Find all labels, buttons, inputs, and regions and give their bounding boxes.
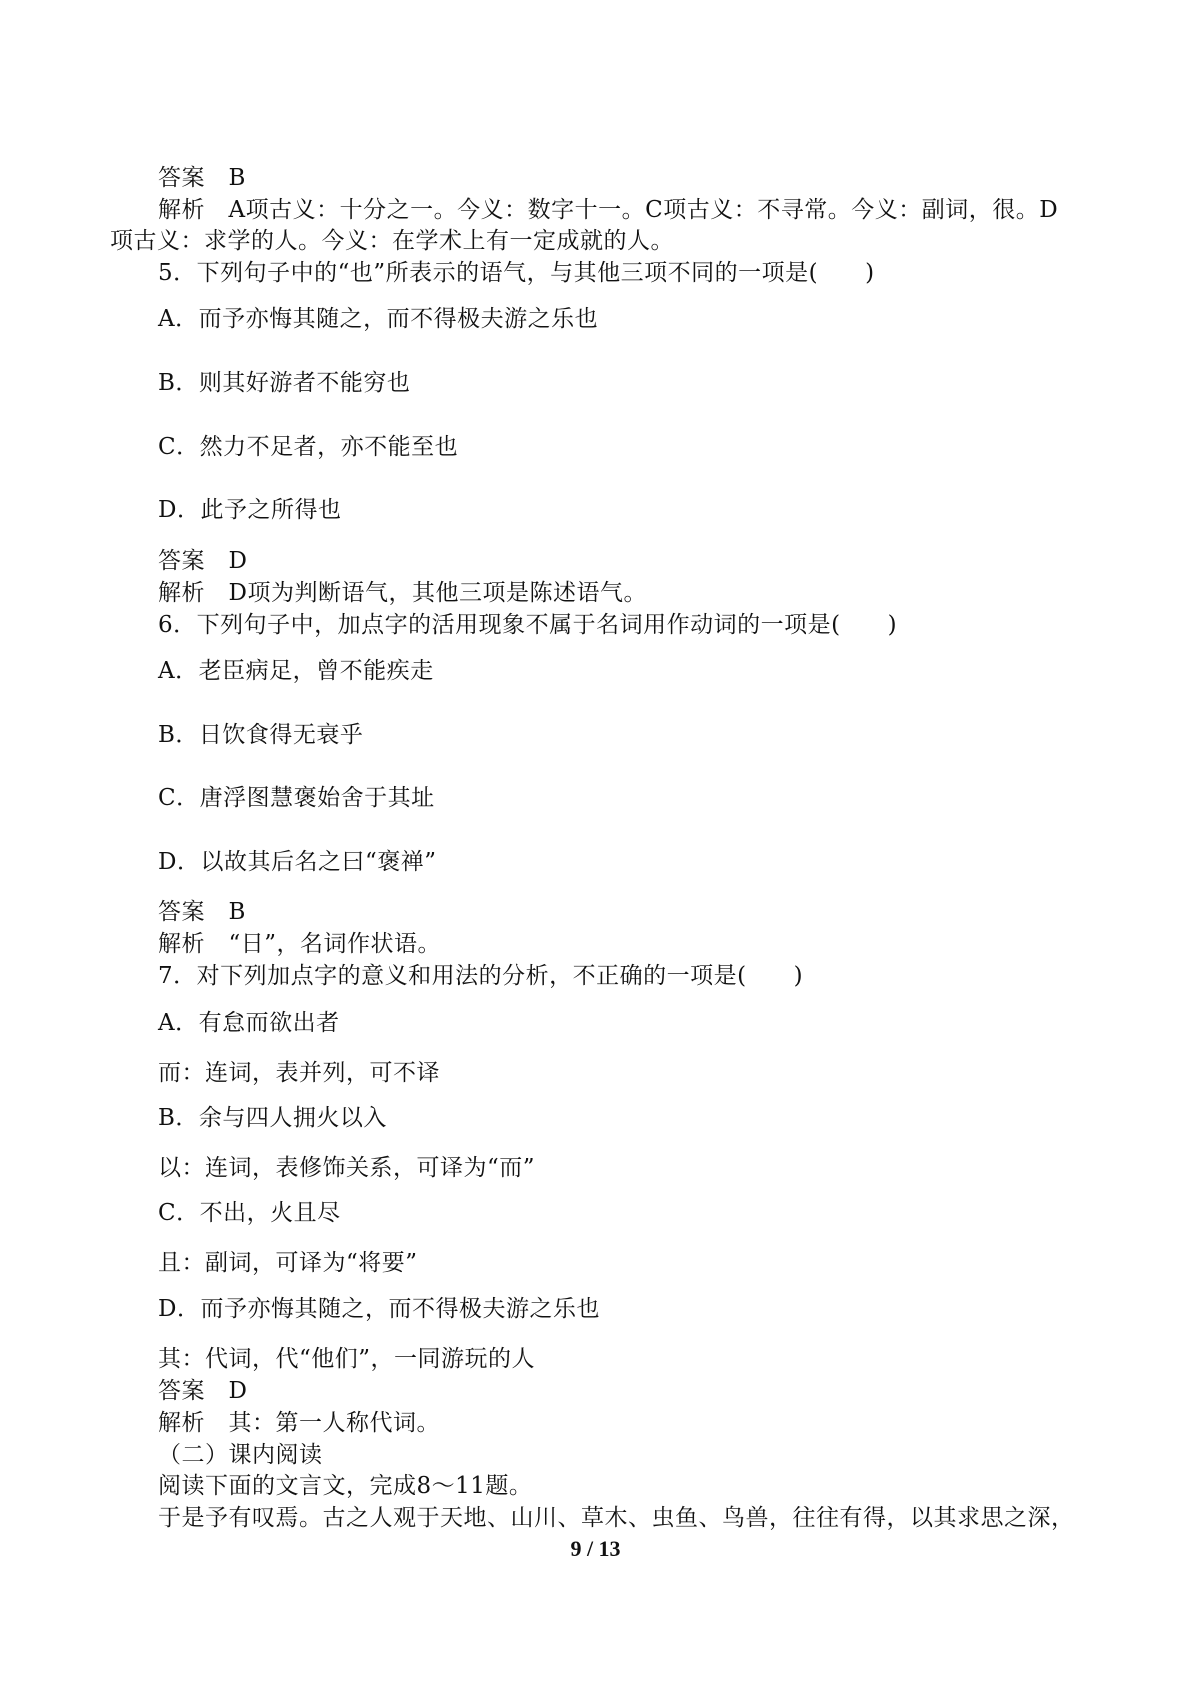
analysis-text-continued: 项古义：求学的人。今义：在学术上有一定成就的人。 — [110, 228, 674, 254]
option-c: C．唐浮图慧褒始舍于其址 — [158, 785, 435, 811]
option-c: C．然力不足者，亦不能至也 — [158, 434, 459, 460]
option-a: A．而予亦悔其随之，而不得极夫游之乐也 — [158, 306, 599, 332]
question-7: 7．对下列加点字的意义和用法的分析，不正确的一项是( ) — [158, 963, 804, 989]
option-d: D．以故其后名之曰“褒禅” — [158, 849, 437, 875]
passage-text: 于是予有叹焉。古之人观于天地、山川、草木、虫鱼、鸟兽，往往有得，以其求思之深， — [158, 1505, 1075, 1531]
analysis-text: 解析 A项古义：十分之一。今义：数字十一。C项古义：不寻常。今义：副词，很。D — [158, 197, 1059, 223]
answer-label: 答案 D — [158, 548, 248, 574]
question-6: 6．下列句子中，加点字的活用现象不属于名词用作动词的一项是( ) — [158, 612, 898, 638]
section-heading: （二）课内阅读 — [158, 1442, 323, 1468]
option-d: D．此予之所得也 — [158, 497, 342, 523]
page-number: 9 / 13 — [570, 1536, 621, 1561]
option-b: B．日饮食得无衰乎 — [158, 722, 364, 748]
option-c-analysis: 且：副词，可译为“将要” — [158, 1250, 418, 1276]
option-b: B．余与四人拥火以入 — [158, 1105, 387, 1131]
option-b: B．则其好游者不能穷也 — [158, 370, 411, 396]
option-a-analysis: 而：连词，表并列，可不译 — [158, 1060, 440, 1086]
option-b-analysis: 以：连词，表修饰关系，可译为“而” — [158, 1155, 536, 1181]
option-a: A．有怠而欲出者 — [158, 1010, 340, 1036]
answer-label: 答案 D — [158, 1378, 248, 1404]
option-d: D．而予亦悔其随之，而不得极夫游之乐也 — [158, 1296, 600, 1322]
answer-label: 答案 B — [158, 899, 246, 925]
answer-label: 答案 B — [158, 165, 246, 191]
question-5: 5．下列句子中的“也”所表示的语气，与其他三项不同的一项是( ) — [158, 260, 875, 286]
analysis-text: 解析 其：第一人称代词。 — [158, 1410, 440, 1436]
option-d-analysis: 其：代词，代“他们”，一同游玩的人 — [158, 1346, 536, 1372]
analysis-text: 解析 D项为判断语气，其他三项是陈述语气。 — [158, 580, 647, 606]
reading-instruction: 阅读下面的文言文，完成8～11题。 — [158, 1473, 533, 1499]
option-c: C．不出，火且尽 — [158, 1200, 341, 1226]
option-a: A．老臣病足，曾不能疾走 — [158, 658, 434, 684]
analysis-text: 解析 “日”，名词作状语。 — [158, 931, 442, 957]
